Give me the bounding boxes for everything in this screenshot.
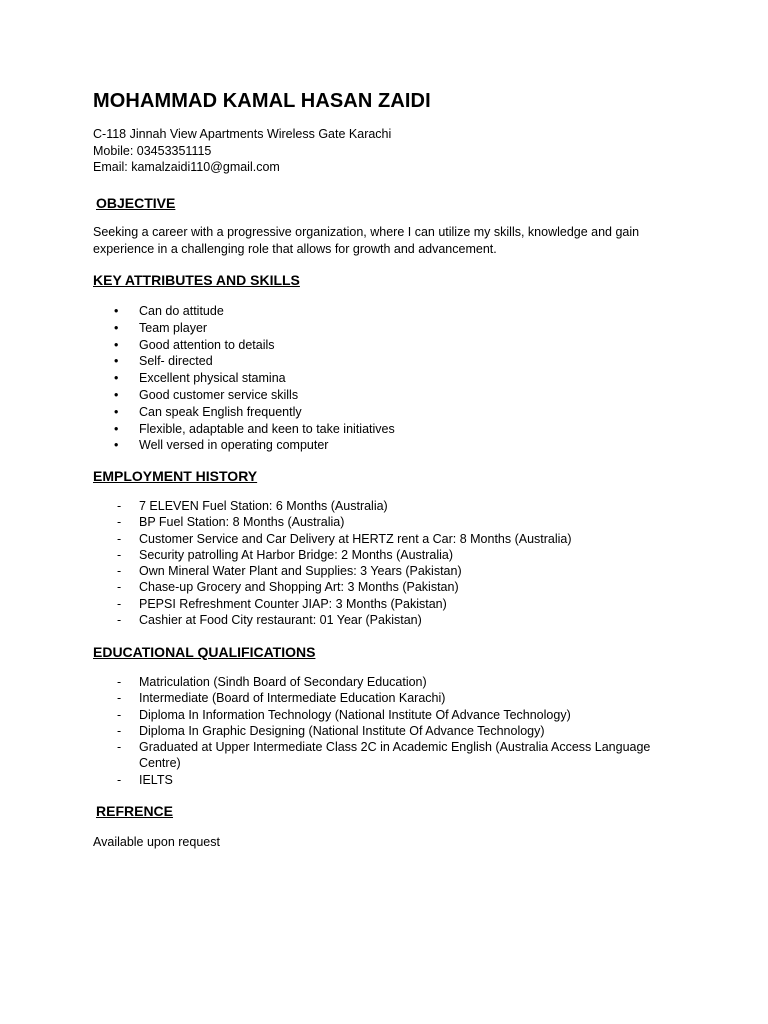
- list-item: - Cashier at Food City restaurant: 01 Year (Pakistan): [117, 613, 422, 628]
- list-item: • Team player: [114, 320, 208, 335]
- dash-icon: -: [117, 740, 122, 755]
- dash-icon: -: [117, 515, 122, 530]
- dash-icon: -: [117, 547, 122, 562]
- list-item: - Graduated at Upper Intermediate Class 2C in Academic English (Australia Access Language Centre): [117, 740, 651, 771]
- bullet-icon: •: [114, 337, 119, 352]
- skills-heading: KEY ATTRIBUTES AND SKILLS: [93, 272, 300, 288]
- contact-block: [93, 126, 391, 176]
- reference-heading: REFRENCE: [96, 803, 174, 819]
- list-item: • Excellent physical stamina: [114, 371, 286, 386]
- list-item: - PEPSI Refreshment Counter JIAP: 3 Months (Pakistan): [117, 596, 447, 611]
- list-item: • Good attention to details: [114, 337, 275, 352]
- dash-icon: -: [117, 564, 122, 579]
- list-item: • Good customer service skills: [114, 387, 299, 402]
- dash-icon: -: [117, 723, 122, 738]
- objective-heading: OBJECTIVE: [96, 195, 176, 211]
- candidate-name: MOHAMMAD KAMAL HASAN ZAIDI: [93, 90, 431, 112]
- list-item: • Flexible, adaptable and keen to take initiatives: [114, 421, 395, 436]
- list-item: • Can speak English frequently: [114, 404, 302, 419]
- bullet-icon: •: [114, 387, 119, 402]
- contact-address: C-118 Jinnah View Apartments Wireless Gate Karachi: [93, 127, 392, 141]
- education-heading: EDUCATIONAL QUALIFICATIONS: [93, 644, 316, 660]
- dash-icon: -: [117, 691, 122, 706]
- contact-mobile: Mobile: 03453351115: [93, 143, 212, 158]
- dash-icon: -: [117, 580, 122, 595]
- list-item: - Diploma In Graphic Designing (National Institute Of Advance Technology): [117, 723, 545, 738]
- list-item: • Self- directed: [114, 354, 213, 369]
- list-item: - BP Fuel Station: 8 Months (Australia): [117, 515, 345, 530]
- reference-text: Available upon request: [93, 835, 220, 849]
- skills-list: [93, 303, 395, 454]
- dash-icon: -: [117, 499, 122, 513]
- list-item: - Diploma In Information Technology (National Institute Of Advance Technology): [117, 707, 571, 722]
- objective-text: Seeking a career with a progressive organization, where I can utilize my skills, knowledge and gain experience in a challenging role that allows for growth and advancement.: [93, 225, 640, 256]
- education-list: [93, 674, 669, 788]
- list-item: • Can do attitude: [114, 304, 224, 318]
- dash-icon: -: [117, 531, 122, 546]
- bullet-icon: •: [114, 421, 119, 436]
- list-item: - Matriculation (Sindh Board of Secondary Education): [117, 675, 427, 689]
- dash-icon: -: [117, 707, 122, 722]
- list-item: - Own Mineral Water Plant and Supplies: 3 Years (Pakistan): [117, 564, 462, 579]
- bullet-icon: •: [114, 404, 119, 419]
- contact-email: Email: kamalzaidi110@gmail.com: [93, 160, 280, 175]
- list-item: - 7 ELEVEN Fuel Station: 6 Months (Australia): [117, 499, 388, 513]
- list-item: - Intermediate (Board of Intermediate Education Karachi): [117, 691, 446, 706]
- bullet-icon: •: [114, 304, 119, 318]
- dash-icon: -: [117, 596, 122, 611]
- list-item: - Customer Service and Car Delivery at HERTZ rent a Car: 8 Months (Australia): [117, 531, 572, 546]
- bullet-icon: •: [114, 354, 119, 369]
- list-item: • Well versed in operating computer: [114, 438, 329, 453]
- dash-icon: -: [117, 675, 122, 689]
- dash-icon: -: [117, 772, 122, 787]
- employment-list: [93, 498, 572, 628]
- dash-icon: -: [117, 613, 122, 628]
- list-item: - IELTS: [117, 772, 173, 787]
- employment-heading: EMPLOYMENT HISTORY: [93, 468, 258, 484]
- bullet-icon: •: [114, 438, 119, 453]
- list-item: - Security patrolling At Harbor Bridge: 2 Months (Australia): [117, 547, 454, 562]
- bullet-icon: •: [114, 371, 119, 386]
- bullet-icon: •: [114, 320, 119, 335]
- list-item: - Chase-up Grocery and Shopping Art: 3 Months (Pakistan): [117, 580, 459, 595]
